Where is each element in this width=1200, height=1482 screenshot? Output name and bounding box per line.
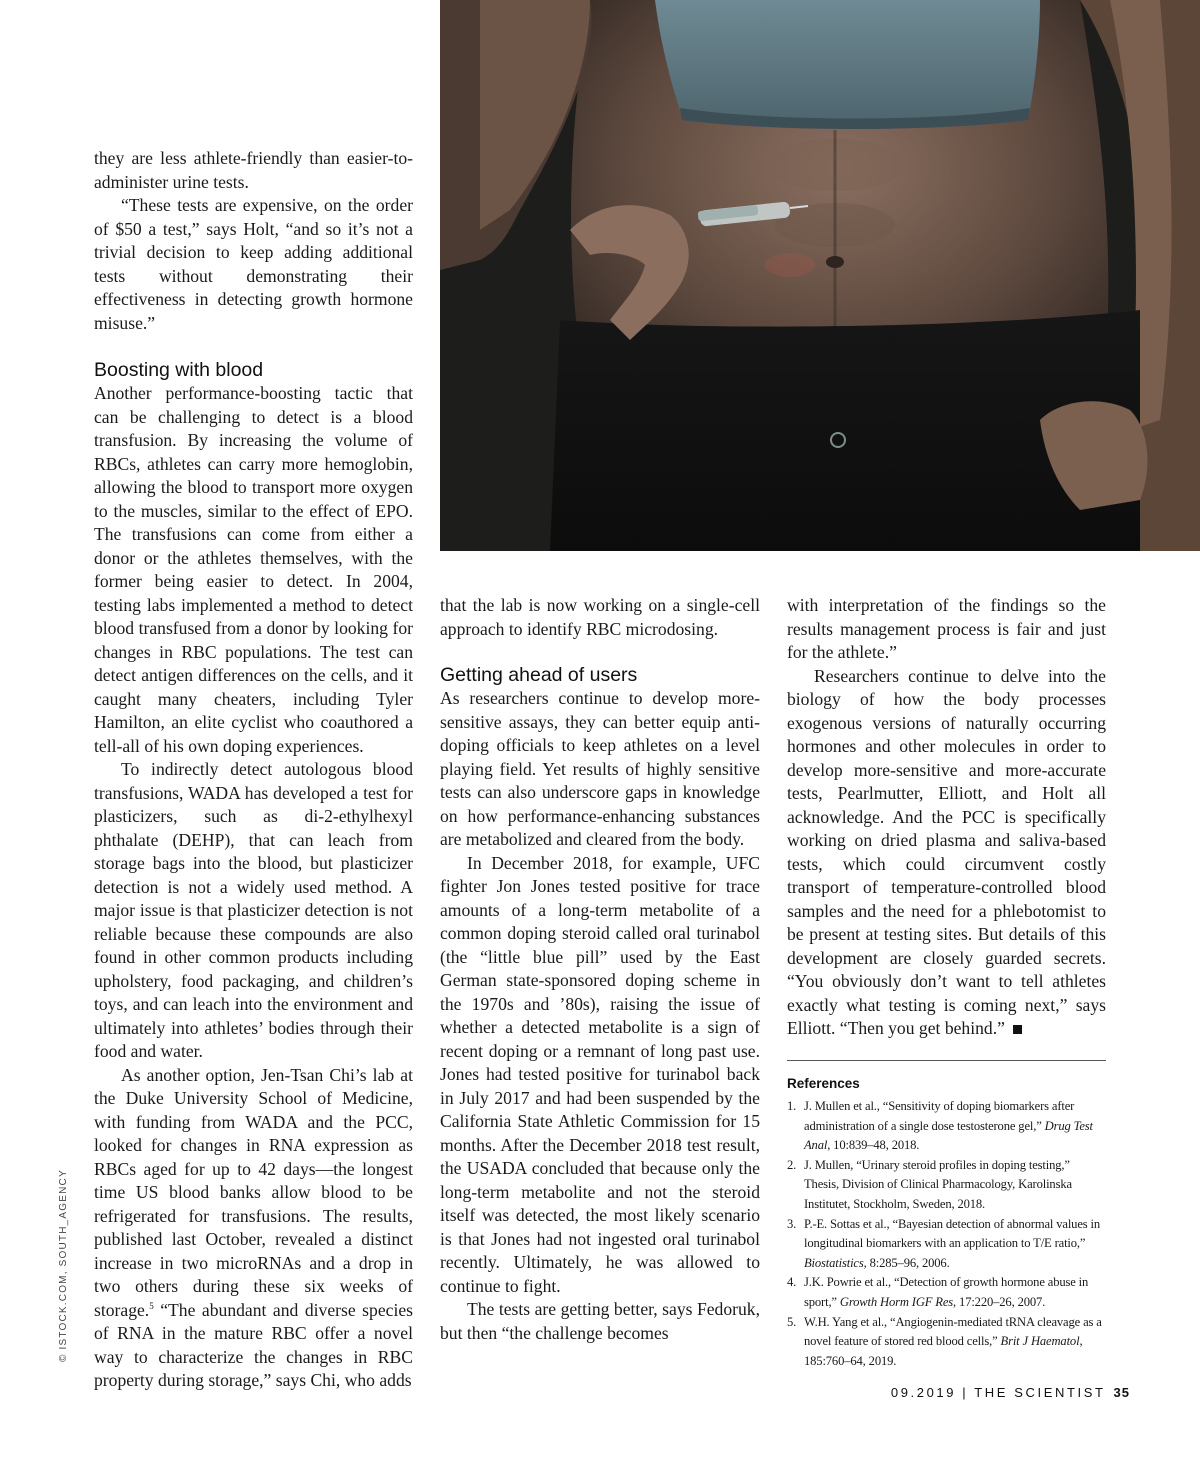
references-section xyxy=(787,1074,1106,1371)
reference-item: 4. J.K. Powrie et al., “Detection of growth hormone abuse in sport,” Growth Horm IGF Res, 17:220–26, 2007. xyxy=(787,1275,1089,1309)
citation-superscript: 5 xyxy=(149,1300,154,1311)
paragraph-interpretation: with interpretation of the findings so the results management process is fair and just for the athlete.” xyxy=(787,595,1106,662)
paragraph-intro-end: they are less athlete-friendly than easier-to-administer urine tests. xyxy=(94,148,413,192)
text-column-2 xyxy=(440,594,760,1345)
section-heading-boosting: Boosting with blood xyxy=(94,359,264,381)
reference-item: 3. P.-E. Sottas et al., “Bayesian detection of abnormal values in longitudinal biomarkers with an application to T/E ratio,” Biostatistics, 8:285–96, 2006. xyxy=(787,1216,1101,1270)
paragraph-sensitive-assays: As researchers continue to develop more-sensitive assays, they can better equip anti-doping officials to keep athletes on a level playing field. Yet results of highly sensitive tests can also underscore gaps in knowledge on how performance-enhancing substances are metabolized and cleared from the body. xyxy=(440,688,760,849)
end-of-article-mark xyxy=(1013,1025,1022,1034)
text-column-3 xyxy=(787,594,1106,1041)
references-list xyxy=(787,1097,1106,1371)
paragraph-rbc-microdosing: that the lab is now working on a single-cell approach to identify RBC microdosing. xyxy=(440,595,760,639)
reference-item: 2. J. Mullen, “Urinary steroid profiles in doping testing,” Thesis, Division of Clinical Pharmacology, Karolinska Institutet, Stockholm, Sweden, 2018. xyxy=(787,1157,1072,1211)
references-divider xyxy=(787,1060,1106,1061)
paragraph-holt-quote: “These tests are expensive, on the order of $50 a test,” says Holt, “and so it’s not a trivial decision to keep adding additional tests without demonstrating their effectiveness in detecting growth hormone misuse.” xyxy=(94,195,413,333)
reference-item: 1. J. Mullen et al., “Sensitivity of doping biomarkers after administration of a single dose testosterone gel,” Drug Test Anal, 10:839–48, 2018. xyxy=(787,1099,1093,1153)
photo-credit: © ISTOCK.COM, SOUTH_AGENCY xyxy=(58,1169,69,1362)
paragraph-transfusion: Another performance-boosting tactic that can be challenging to detect is a blood transfusion. By increasing the volume of RBCs, athletes can carry more hemoglobin, allowing the blood to transport more oxygen to the muscles, similar to the effect of EPO. The transfusions can come from either a donor or the athletes themselves, with the former being easier to detect. In 2004, testing labs implemented a method to detect blood transfused from a donor by looking for changes in RBC populations. The test can detect antigen differences on the cells, and it caught many cheaters, including Tyler Hamilton, an elite cyclist who coauthored a tell-all of his own doping experiences. xyxy=(94,383,413,756)
page-number: 35 xyxy=(1113,1385,1130,1400)
references-heading: References xyxy=(787,1076,860,1091)
folio-issue: 09.2019 | THE SCIENTIST xyxy=(890,1385,1106,1400)
section-heading-getting-ahead: Getting ahead of users xyxy=(440,664,638,686)
paragraph-researchers: Researchers continue to delve into the biology of how the body processes exogenous versions of naturally occurring hormones and other molecules in order to develop more-sensitive and more-accurate tests, Pearlmutter, Elliott, and Holt all acknowledge. And the PCC is specifically working on dried plasma and saliva-based tests, which could circumvent costly transport of temperature-controlled blood samples and the need for a phlebotomist to be present at testing sites. But details of this development are closely guarded secrets. “You obviously don’t want to tell athletes exactly what testing is coming next,” says Elliott. “Then you get behind.” xyxy=(787,665,1106,1038)
paragraph-fedoruk: The tests are getting better, says Fedoruk, but then “the challenge becomes xyxy=(440,1299,760,1343)
reference-item: 5. W.H. Yang et al., “Angiogenin-mediated tRNA cleavage as a novel feature of stored red blood cells,” Brit J Haematol, 185:760–64, 2019. xyxy=(787,1314,1102,1368)
paragraph-jon-jones: In December 2018, for example, UFC fighter Jon Jones tested positive for trace amounts of a long-term metabolite of a common doping steroid called oral turinabol (the “little blue pill” used by the East German state-sponsored doping scheme in the 1970s and ’80s), raising the issue of whether a detected metabolite is a sign of recent doping or a remnant of long past use. Jones had tested positive for turinabol back in July 2017 and had been suspended by the California State Athletic Commission for 15 months. After the December 2018 test result, the USADA concluded that because only the long-term metabolite and not the steroid itself was detected, the most likely scenario is that Jones had not ingested oral turinabol recently. Ultimately, he was allowed to continue to fight. xyxy=(440,852,760,1296)
photo-athlete-injection xyxy=(440,0,1200,551)
paragraph-chi-lab: As another option, Jen-Tsan Chi’s lab at the Duke University School of Medicine, with funding from WADA and the PCC, looked for changes in RNA expression as RBCs aged for up to 42 days—the longest time US blood banks allow blood to be refrigerated for transfusions. The results, published last October, revealed a distinct increase in two microRNAs and a drop in two others during these six weeks of storage.$^5$ “The abundant and diverse species of RNA in the mature RBC offer a novel way to characterize the changes in RBC property during storage,” says Chi, who adds xyxy=(94,1064,413,1390)
paragraph-plasticizer: To indirectly detect autologous blood transfusions, WADA has developed a test for plasticizers, such as di-2-ethylhexyl phthalate (DEHP), that can leach from storage bags into the blood, but plasticizer detection is not a widely used method. A major issue is that plasticizer detection is not reliable because these compounds are also found in other common products including upholstery, food packaging, and children’s toys, and can leach into the environment and ultimately into athletes’ bodies through their food and water. xyxy=(94,759,413,1061)
text-column-1 xyxy=(94,147,413,1393)
page-folio xyxy=(891,1385,1130,1400)
